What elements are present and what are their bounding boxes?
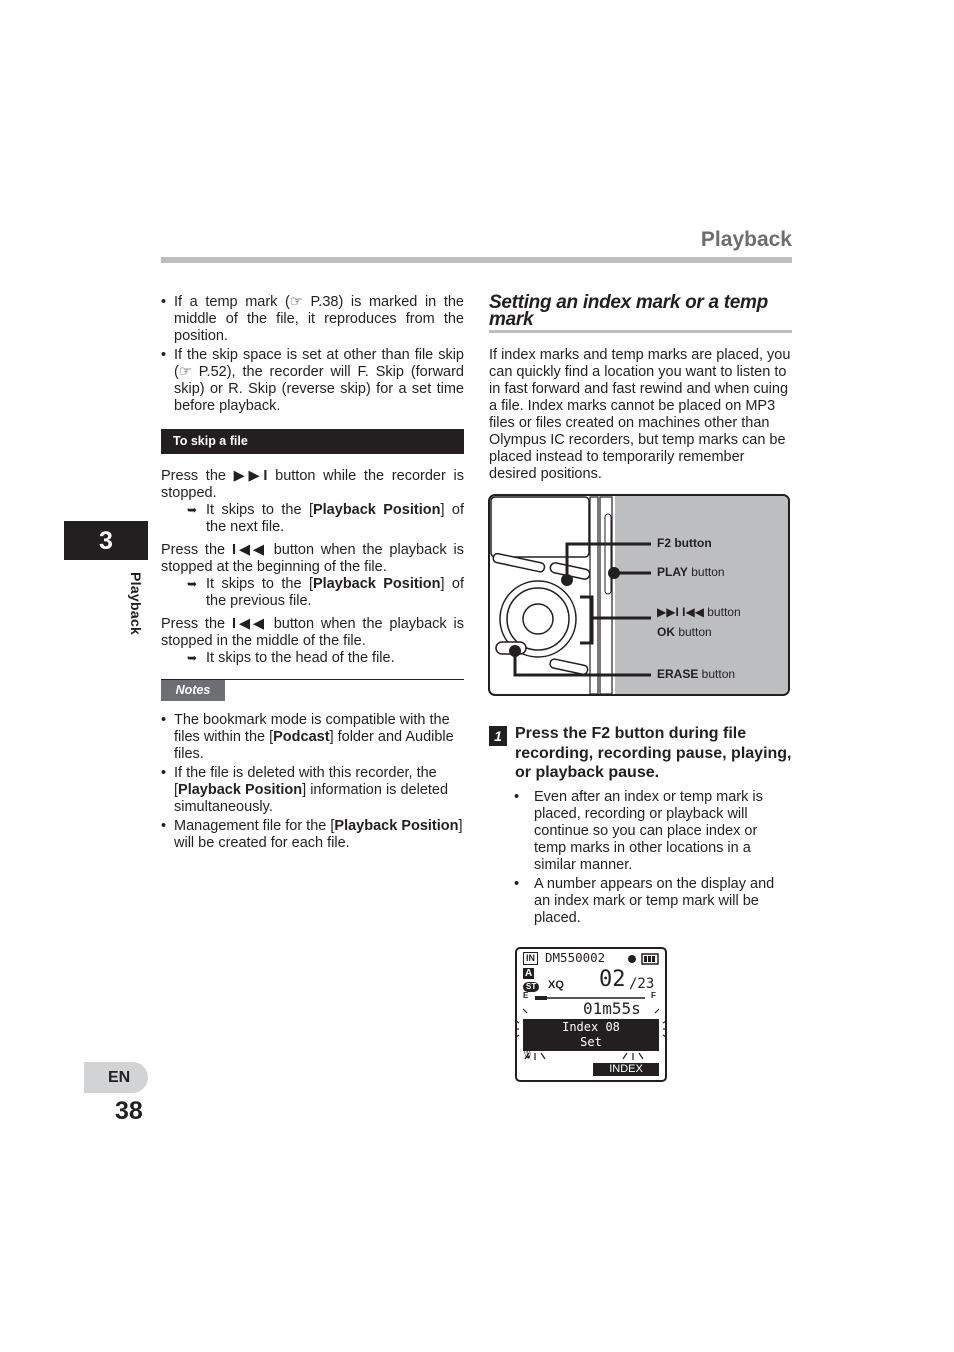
- lcd-time: 01m55s: [583, 999, 641, 1018]
- language-label: EN: [108, 1069, 131, 1086]
- header-rule: [161, 257, 792, 263]
- notes-label: Notes: [161, 680, 225, 701]
- lcd-display: [515, 947, 667, 1082]
- step-bullets: [489, 789, 792, 927]
- step-1: [489, 724, 792, 929]
- lcd-index-line: Index 08: [562, 1020, 620, 1034]
- recorder-illustration: [488, 494, 790, 696]
- intro-paragraph: If index marks and temp marks are placed, you can quickly find a location you want to listen to in fast forward and fast rewind and when cuing a file. Index marks cannot be placed on MP3 files or files created on machines other than Olympus IC recorders, but temp marks can be placed instead to temporarily remember desired positions.: [489, 347, 791, 482]
- arrow-icon: ➥: [187, 503, 198, 517]
- right-column: [489, 294, 792, 483]
- play-button-label: PLAY button: [657, 565, 725, 579]
- section-heading: Setting an index mark or a temp mark: [489, 294, 792, 333]
- left-column: [161, 294, 464, 854]
- notes-list: [161, 712, 464, 852]
- notes-header: [161, 679, 464, 702]
- lcd-total: /23: [629, 976, 655, 992]
- chapter-label: Playback: [128, 572, 144, 636]
- f2-button-label: F2 button: [657, 536, 712, 550]
- page-number: 38: [115, 1097, 143, 1125]
- lcd-mode: ST: [523, 982, 539, 992]
- result-line: ➥ It skips to the [Playback Position] of the next file.: [187, 502, 464, 535]
- lcd-file-name: DM550002: [545, 950, 606, 965]
- skip-heading: To skip a file: [161, 429, 464, 454]
- top-bullets: [161, 294, 464, 415]
- lcd-f: F: [651, 991, 656, 1000]
- lcd-set-line: Set: [580, 1035, 602, 1049]
- instruction-paragraph: Press the ▶▶I button while the recorder is stopped.: [161, 468, 464, 501]
- list-item: • If a temp mark (☞ P.38) is marked in the middle of the file, it reproduces from the position.: [161, 294, 464, 345]
- list-item: • A number appears on the display and an index mark or temp mark will be placed.: [514, 876, 792, 927]
- lcd-counter: 02: [599, 967, 626, 992]
- lcd-bottom-tag: INDEX: [609, 1063, 643, 1075]
- recorder-diagram: [488, 494, 790, 696]
- result-line: ➥ It skips to the head of the file.: [187, 650, 395, 666]
- section-title: Playback: [700, 228, 792, 251]
- skip-back-icon: I◀◀: [231, 542, 267, 558]
- list-item: • If the skip space is set at other than file skip (☞ P.52), the recorder will F. Skip (forward skip) or R. Skip (reverse skip) for a set time before playback.: [161, 347, 464, 415]
- instruction-paragraph: Press the I◀◀ button when the playback is stopped at the beginning of the file.: [161, 542, 465, 575]
- skip-forward-icon: ▶▶I: [233, 468, 268, 484]
- arrow-icon: ➥: [187, 577, 198, 591]
- lcd-folder: IN: [523, 952, 538, 965]
- list-item: • Even after an index or temp mark is placed, recording or playback will continue so you can place index or temp marks in other locations in a similar manner.: [514, 789, 792, 874]
- arrow-icon: ➥: [187, 651, 198, 665]
- list-item: • If the file is deleted with this recorder, the [Playback Position] information is deleted simultaneously.: [161, 765, 464, 816]
- skip-back-icon: I◀◀: [231, 616, 267, 632]
- step-instruction: 1 Press the F2 button during file recording, recording pause, playing, or playback pause.: [489, 724, 792, 783]
- chapter-number: 3: [99, 527, 113, 555]
- step-number: 1: [489, 726, 507, 746]
- lcd-folder-letter: A: [525, 968, 533, 979]
- ok-button-label: OK button: [657, 625, 712, 639]
- mic-icon: 🎙: [521, 1049, 534, 1060]
- skip-button-label: ▶▶I I◀◀ button: [657, 605, 741, 619]
- list-item: • Management file for the [Playback Position] will be created for each file.: [161, 818, 464, 852]
- list-item: • The bookmark mode is compatible with the files within the [Podcast] folder and Audible files.: [161, 712, 464, 763]
- erase-button-label: ERASE button: [657, 667, 736, 681]
- lcd-mode2: XQ: [548, 979, 564, 991]
- skip-icons: ▶▶I I◀◀: [657, 605, 704, 619]
- result-line: ➥ It skips to the [Playback Position] of the previous file.: [187, 576, 464, 609]
- lcd-e: E: [523, 991, 529, 1000]
- instruction-paragraph: Press the I◀◀ button when the playback is stopped in the middle of the file.: [161, 616, 465, 649]
